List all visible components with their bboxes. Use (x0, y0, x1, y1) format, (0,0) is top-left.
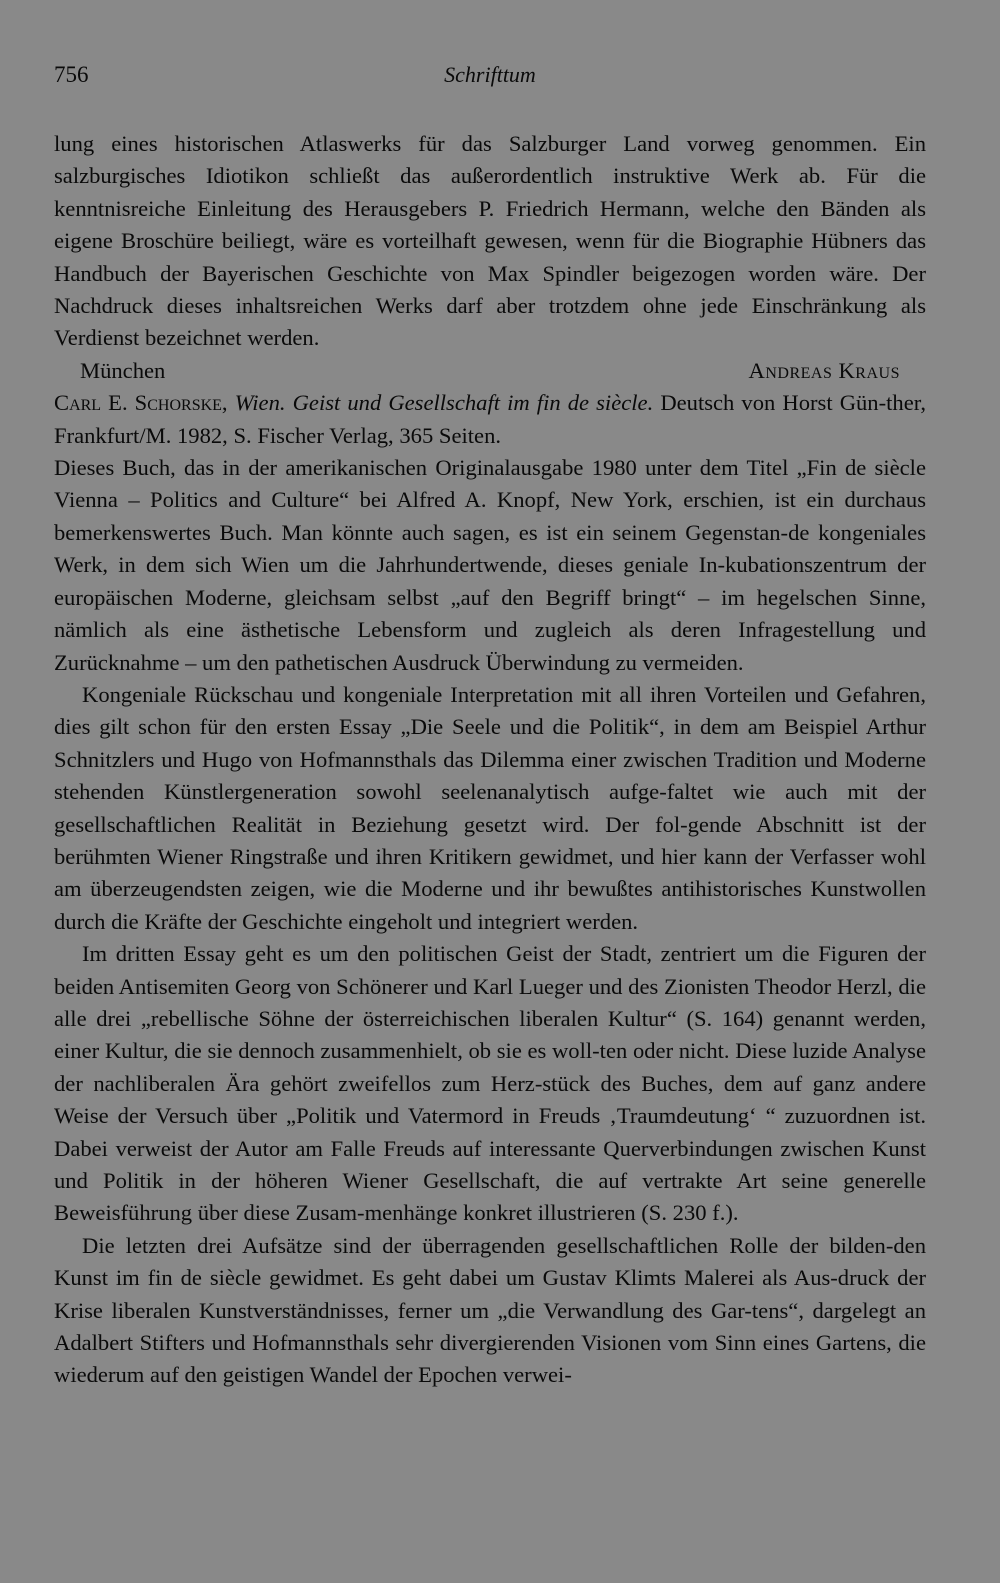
review-paragraph-3: Im dritten Essay geht es um den politischen Geist der Stadt, zentriert um die Figuren der beiden Antisemiten Georg von Schönerer und Karl Lueger und des Zionisten Theodor Herzl, die alle drei „rebellische Söhne der österreichischen liberalen Kultur“ (S. 164) genannt werden, einer Kultur, die sie dennoch zusammenhielt, ob sie es woll-ten oder nicht. Diese luzide Analyse der nachliberalen Ära gehört zweifellos zum Herz-stück des Buches, dem auf ganz andere Weise der Versuch über „Politik und Vatermord in Freuds ‚Traumdeutung‘ “ zuzuordnen ist. Dabei verweist der Autor am Falle Freuds auf interessante Querverbindungen zwischen Kunst und Politik in der höheren Wiener Gesellschaft, die auf vertrakte Art seine generelle Beweisführung über diese Zusam-menhänge konkret illustrieren (S. 230 f.). (54, 941, 926, 1226)
review-heading (54, 387, 926, 452)
previous-review-paragraph: lung eines historischen Atlaswerks für das Salzburger Land vorweg genommen. Ein salzburgisches Idiotikon schließt das außerordentlich instruktive Werk ab. Für die kenntnisreiche Einleitung des Herausgebers P. Friedrich Hermann, welche den Bänden als eigene Broschüre beiliegt, wäre es vorteilhaft gewesen, wenn für die Biographie Hübners das Handbuch der Bayerischen Geschichte von Max Spindler beigezogen worden wäre. Der Nachdruck dieses inhaltsreichen Werks darf aber trotzdem ohne jede Einschränkung als Verdienst bezeichnet werden. (54, 131, 926, 351)
reviewer-name: Andreas Kraus (748, 357, 900, 383)
reviewed-author: Carl E. Schorske, (54, 390, 228, 416)
previous-review-signature (54, 355, 926, 387)
review-paragraph-4: Die letzten drei Aufsätze sind der überragenden gesellschaftlichen Rolle der bilden-den Kunst im fin de siècle gewidmet. Es geht dabei um Gustav Klimts Malerei als Aus-druck der Krise liberalen Kunstverständnisses, ferner um „die Verwandlung des Gar-tens“, dargelegt an Adalbert Stifters und Hofmannsthals sehr divergierenden Visionen vom Sinn eines Gartens, die wiederum auf den geistigen Wandel der Epochen verwei- (54, 1232, 926, 1388)
page-number: 756 (54, 62, 89, 87)
reviewed-publication: Deutsch von Horst Gün-ther, Frankfurt/M. 1982, S. Fischer Verlag, 365 Seiten. (54, 390, 926, 448)
page-header (54, 62, 926, 92)
reviewer-place: München (80, 357, 166, 383)
reviewed-title: Wien. Geist und Gesellschaft im fin de siècle. (234, 390, 654, 416)
page-body (54, 128, 926, 1392)
review-paragraph-2: Kongeniale Rückschau und kongeniale Interpretation mit all ihren Vorteilen und Gefahren, dies gilt schon für den ersten Essay „Die Seele und die Politik“, in dem am Beispiel Arthur Schnitzlers und Hugo von Hofmannsthals das Dilemma einer zwischen Tradition und Moderne stehenden Künstlergeneration sowohl seelenanalytisch aufge-faltet wie auch mit der gesellschaftlichen Realität in Beziehung gesetzt wird. Der fol-gende Abschnitt ist der berühmten Wiener Ringstraße und ihren Kritikern gewidmet, und hier kann der Verfasser wohl am überzeugendsten zeigen, wie die Moderne und ihr bewußtes antihistorisches Kunstwollen durch die Kräfte der Geschichte eingeholt und integriert werden. (54, 681, 926, 934)
review-paragraph-1: Dieses Buch, das in der amerikanischen Originalausgabe 1980 unter dem Titel „Fin de siècle Vienna – Politics and Culture“ bei Alfred A. Knopf, New York, erschien, ist ein durchaus bemerkenswertes Buch. Man könnte auch sagen, es ist ein seinem Gegenstan-de kongeniales Werk, in dem sich Wien um die Jahrhundertwende, dieses geniale In-kubationszentrum der europäischen Moderne, gleichsam selbst „auf den Begriff bringt“ – im hegelschen Sinne, nämlich als eine ästhetische Lebensform und zugleich als deren Infragestellung und Zurücknahme – um den pathetischen Ausdruck Überwindung zu vermeiden. (54, 455, 926, 675)
running-head: Schrifttum (444, 62, 536, 87)
